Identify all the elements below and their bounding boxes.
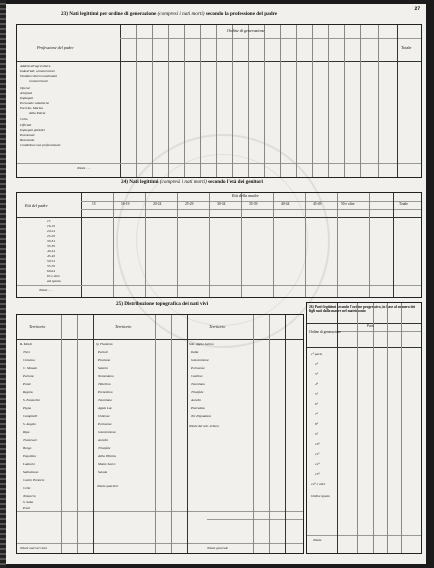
table24-total-label: Totale . . . xyxy=(39,288,53,292)
table25 xyxy=(16,314,304,554)
table24-row-label: 60-64 xyxy=(47,269,55,273)
table25-rione-label: Trastevere xyxy=(23,438,38,442)
table25-suburbio-label: Tuscolano xyxy=(191,382,205,386)
table26-row-label: 14° e oltre xyxy=(311,482,326,486)
table26-title: 26) Parti legittimi secondo l'ordine progressivo, in base al numero dei figli nati dalla madre nel matrimonio xyxy=(309,305,416,314)
table26-row-label: 12° xyxy=(315,462,320,466)
table25-total-suburbi-label: Totale dei sob. urbani xyxy=(189,424,219,428)
table24 xyxy=(16,192,422,298)
table25-header-territory-3: Territorio xyxy=(209,324,226,329)
table26-row-label: Ordine ignoto xyxy=(311,494,330,498)
table23-header-total: Totale xyxy=(401,45,412,50)
table26-row-label: 8° xyxy=(315,422,319,426)
table23-row-label: Addetti all'agricoltura xyxy=(20,64,51,68)
table25-suburbio-label: Casilino xyxy=(191,374,203,378)
table26-row-label: 1° parto xyxy=(311,352,323,356)
table23-header-order: Ordine di generazione xyxy=(227,28,265,33)
table24-row-label: 25-29 xyxy=(47,234,55,238)
table24-mother-age-group: 20-24 xyxy=(153,202,162,206)
table23-row-label: Impiegati pubblici xyxy=(20,128,45,132)
table24-row-label: 45-49 xyxy=(47,254,55,258)
table26-row-label: 3° xyxy=(315,372,319,376)
table23-row-label: della Patria xyxy=(29,111,46,115)
table25-rione-label: Trevi xyxy=(23,350,30,354)
table23-header-profession: Professione del padre xyxy=(37,45,74,50)
table25-rione-label: Borgo xyxy=(23,446,32,450)
table25-quartiere-label: Appio Lat. xyxy=(98,406,113,410)
table24-mother-age-group: 25-29 xyxy=(185,202,194,206)
table26-row-label: 10° xyxy=(315,442,320,446)
table25-rione-label: Esquilino xyxy=(23,454,36,458)
table25-suburbio-label: Italia xyxy=(191,350,199,354)
table25-rione-label: S. Eustachio xyxy=(23,398,40,402)
table25-quartiere-label: Salario xyxy=(98,366,108,370)
table25-rione-label: Castro Pretorio xyxy=(23,478,45,482)
table23-row-label: Benestanti xyxy=(20,138,35,142)
table25-rione-label: Ludovisi xyxy=(23,462,35,466)
table25-rione-label: S. Angelo xyxy=(23,422,36,426)
table23-row-label: Pensionati xyxy=(20,133,35,137)
table25-quartiere-label: Savoia xyxy=(98,470,108,474)
table25-suburbio-label: Gianicolense xyxy=(191,358,209,362)
table25-suburbio-label: Portuense xyxy=(191,366,205,370)
table25-suburbio-label: Tor Pignattara xyxy=(191,414,212,418)
table26 xyxy=(306,302,422,554)
table24-mother-age-group: 30-34 xyxy=(217,202,226,206)
table23-row-label: Ufficiali xyxy=(20,123,32,127)
table26-total-label: Totale xyxy=(313,538,322,542)
table26-header-order: Ordine di generazione xyxy=(309,330,341,334)
table24-row-label: 20-24 xyxy=(47,229,55,233)
table25-rione-label: Regola xyxy=(23,390,33,394)
table24-mother-age-group: 16-19 xyxy=(121,202,130,206)
table26-row-label: 7° xyxy=(315,412,319,416)
table25-suburbio-label: Aurelio xyxy=(191,398,202,402)
table25-quartiere-label: Nomentano xyxy=(98,374,114,378)
table23-row-label: Artigiani xyxy=(20,91,33,95)
table25-quartiere-label: Tuscolano xyxy=(98,398,112,402)
table25-header-territory-2: Territorio xyxy=(115,324,132,329)
table23-row-label: Industriali, commercianti xyxy=(20,69,55,73)
table24-row-label: 55-59 xyxy=(47,264,55,268)
table24-header-mother-age: Età della madre xyxy=(232,193,259,198)
table25-quartiere-label: della Vittoria xyxy=(98,454,116,458)
table25-rione-label: Sallustiano xyxy=(23,470,39,474)
table26-row-label: 11° xyxy=(315,452,320,456)
table25-quartiere-label: Tiburtino xyxy=(98,382,111,386)
table25-rione-label: Celio xyxy=(23,486,31,490)
table25-title: 25) Distribuzione topografica dei nati vivi xyxy=(116,301,209,307)
table24-title: 24) Nati legittimi (compresi i nati morti) secondo l'età dei genitori xyxy=(121,179,263,185)
table25-quartiere-label: Gianicolense xyxy=(98,430,116,434)
table25-header-territory-1: Territorio xyxy=(29,324,46,329)
document-page xyxy=(6,4,426,564)
table23-row-label: Venditori diversi ambulanti xyxy=(20,74,58,78)
table25-rione-label: Ripa xyxy=(23,430,30,434)
table25-rione-label: Prati xyxy=(23,506,30,510)
table25-suburbio-label: Sob. Appio Latino xyxy=(189,342,214,346)
table23-row-label: Impiegati xyxy=(20,96,33,100)
table26-row-label: 5° xyxy=(315,392,319,396)
table23-row-label: Operai xyxy=(20,86,30,90)
table24-row-label: 16-19 xyxy=(47,224,55,228)
table26-row-label: 13° xyxy=(315,472,320,476)
table23-row-label: Esercito, Marina xyxy=(20,106,44,110)
table25-quartiere-label: Trionfale xyxy=(98,446,111,450)
table23-row-label: commercianti xyxy=(29,79,48,83)
table26-header-parts: Parti xyxy=(367,324,374,328)
table25-quartiere-label: Q. Flaminio xyxy=(96,342,113,346)
table24-row-label: 35-39 xyxy=(47,244,55,248)
table25-grand-total-label: Totale generale xyxy=(207,546,229,550)
table23-total-label: Totale . . . xyxy=(77,166,91,170)
table25-suburbio-label: Pietralata xyxy=(191,406,205,410)
table25-quartiere-label: Parioli xyxy=(98,350,108,354)
page-number: 27 xyxy=(414,6,420,12)
table25-rione-label: Campitelli xyxy=(23,414,38,418)
table25-total-rioni-label: Totale nati nel rioni xyxy=(20,546,47,550)
table23-row-label: Condizione non professionale xyxy=(20,143,61,147)
table24-mother-age-group: Totale xyxy=(399,202,408,206)
table24-header-father-age: Età del padre xyxy=(25,203,48,208)
table24-row-label: 30-34 xyxy=(47,239,55,243)
table24-mother-age-group: 40-44 xyxy=(281,202,290,206)
table26-row-label: 6° xyxy=(315,402,319,406)
table24-mother-age-group: 15 xyxy=(92,202,96,206)
table26-row-label: 4° xyxy=(315,382,319,386)
table25-rione-label: Colonna xyxy=(23,358,35,362)
table24-mother-age-group: 45-49 xyxy=(313,202,322,206)
table24-row-label: 65 e oltre xyxy=(47,274,60,278)
table23 xyxy=(16,24,422,178)
table25-suburbio-label: Trionfale xyxy=(191,390,204,394)
table25-rione-label: R. Monti xyxy=(20,342,32,346)
table24-mother-age-group: 35-39 xyxy=(249,202,258,206)
table25-rione-label: S. Saba xyxy=(23,500,34,504)
table25-rione-label: Testaccio xyxy=(23,494,36,498)
table24-row-label: età ignota xyxy=(47,279,61,283)
table23-title: 23) Nati legittimi per ordine di generazione (compresi i nati morti) secondo la professione del padre xyxy=(61,11,278,17)
table25-rione-label: Ponte xyxy=(23,382,31,386)
table25-quartiere-label: Portuense xyxy=(98,422,112,426)
table24-mother-age-group: 50 e oltre xyxy=(341,202,355,206)
table25-quartiere-label: Prenestino xyxy=(98,390,113,394)
table24-row-label: 40-44 xyxy=(47,249,55,253)
table25-rione-label: C. Mosato xyxy=(23,366,38,370)
table25-quartiere-label: Aurelio xyxy=(98,438,109,442)
table26-row-label: 2° xyxy=(315,362,319,366)
table25-rione-label: Pigna xyxy=(23,406,32,410)
table24-row-label: 15 xyxy=(47,219,51,223)
table25-quartiere-label: Ostiense xyxy=(98,414,110,418)
table25-quartiere-label: Pinciano xyxy=(98,358,111,362)
table26-row-label: 9° xyxy=(315,432,319,436)
table24-row-label: 50-54 xyxy=(47,259,55,263)
table23-row-label: Culto xyxy=(20,117,28,121)
table25-rione-label: Parione xyxy=(23,374,34,378)
table25-total-quartieri-label: Totale quartieri xyxy=(97,484,119,488)
table25-quartiere-label: Monte Sacro xyxy=(98,462,116,466)
table23-row-label: Personale subalterno xyxy=(20,101,50,105)
